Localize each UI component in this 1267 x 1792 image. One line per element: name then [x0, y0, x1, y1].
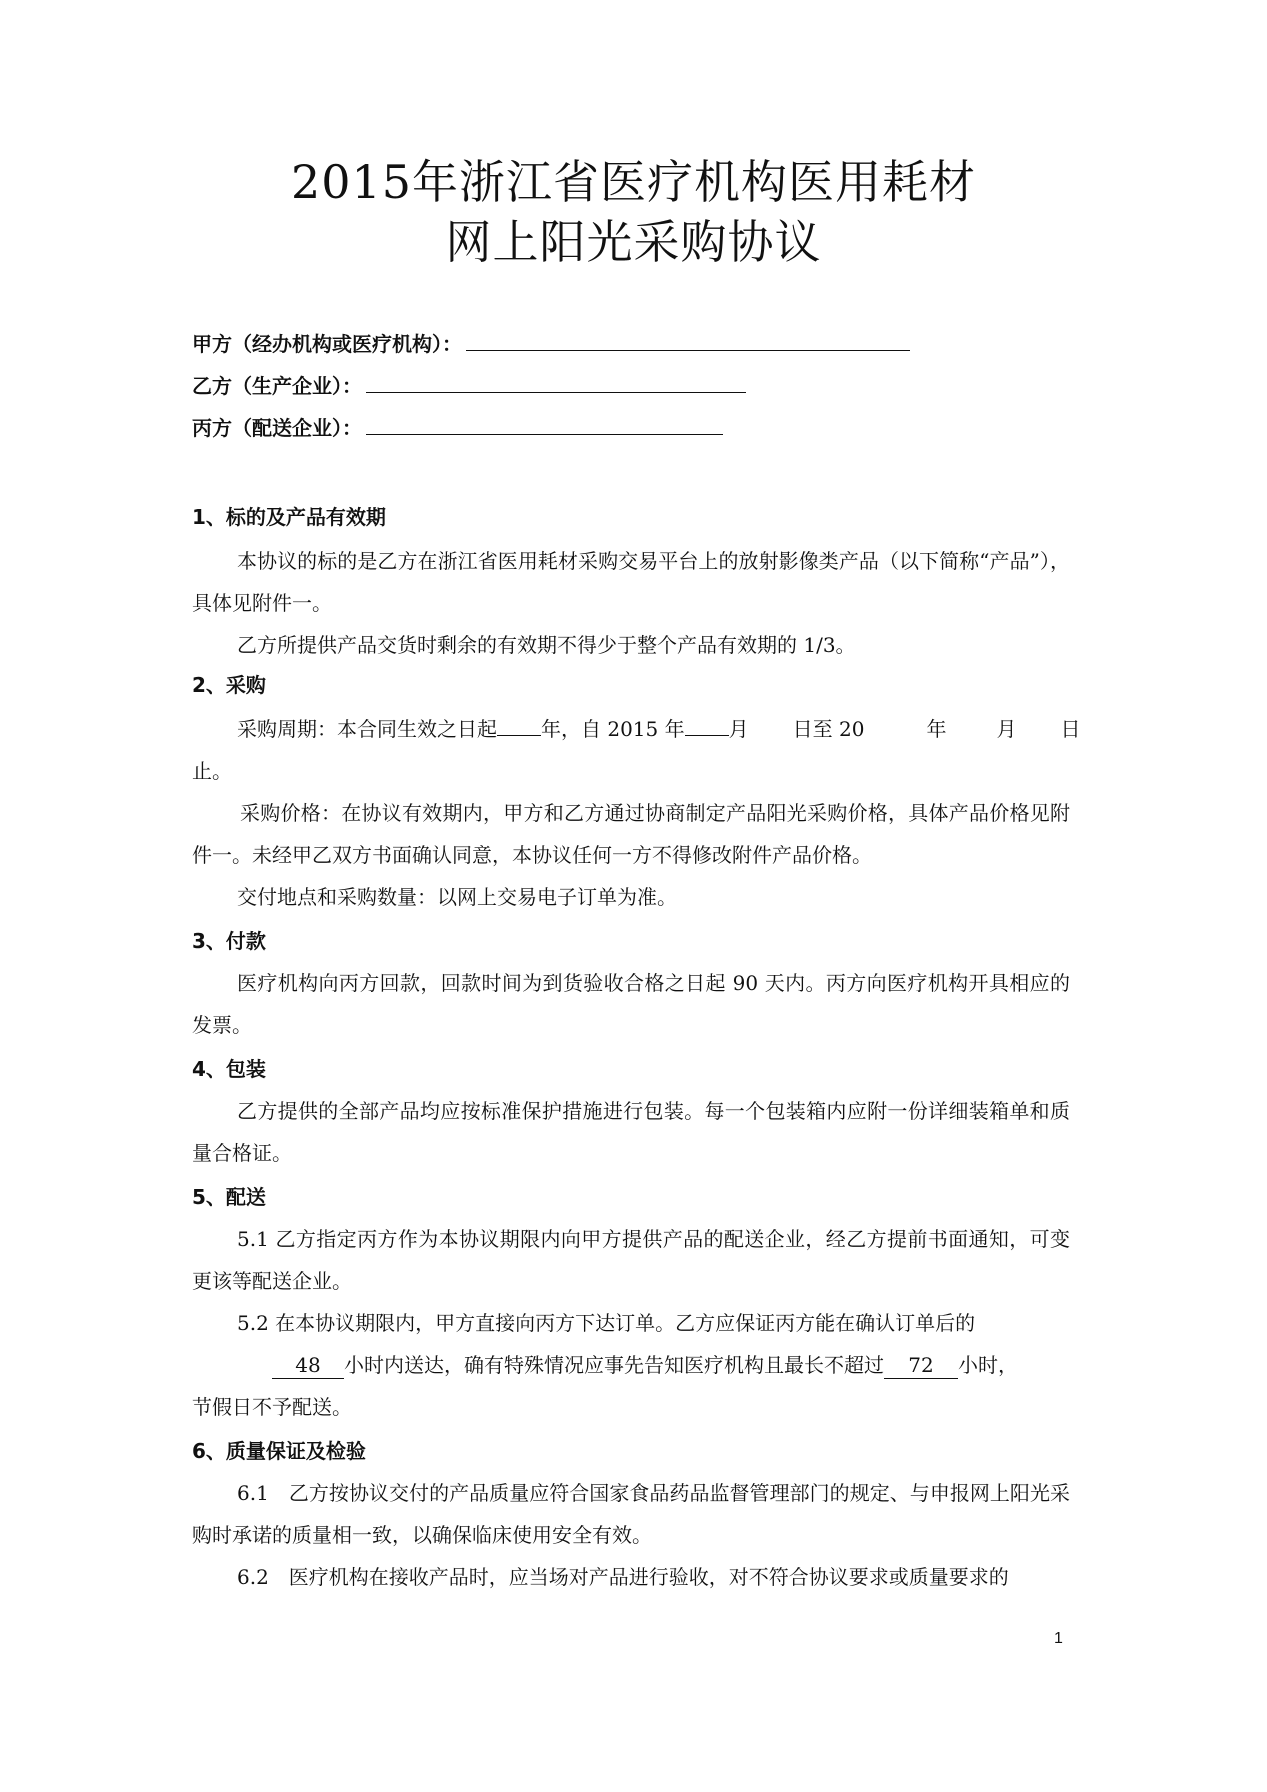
cycle-text-f: 月 [996, 717, 1017, 741]
delivery-hours-value: 48 [272, 1352, 344, 1379]
section-3-heading: 3、付款 [192, 929, 266, 953]
section-4-heading: 4、包装 [192, 1057, 266, 1081]
cycle-text-e: 年 [926, 717, 947, 741]
party-b-line [192, 370, 746, 401]
section-1-paragraph-2: 乙方所提供产品交货时剩余的有效期不得少于整个产品有效期的 1/3。 [237, 633, 856, 657]
section-1-heading: 1、标的及产品有效期 [192, 505, 386, 529]
cycle-text-a: 采购周期：本合同生效之日起 [237, 717, 497, 741]
cycle-text-b: 年，自 2015 年 [541, 717, 685, 741]
section-5-paragraph-1: 5.1 乙方指定丙方作为本协议期限内向甲方提供产品的配送企业，经乙方提前书面通知，可变更该等配送企业。 [192, 1227, 1070, 1293]
section-5-hours-line [192, 1344, 1070, 1386]
document-title-line-2: 网上阳光采购协议 [445, 215, 822, 269]
section-3-paragraph-1: 医疗机构向丙方回款，回款时间为到货验收合格之日起 90 天内。丙方向医疗机构开具相应的发票。 [192, 971, 1070, 1037]
cycle-month-blank [685, 735, 729, 736]
cycle-years-blank [497, 735, 541, 736]
cycle-text-c: 月 [728, 717, 749, 741]
party-b-label: 乙方（生产企业）： [192, 374, 362, 398]
section-6-heading: 6、质量保证及检验 [192, 1439, 366, 1463]
section-5-heading: 5、配送 [192, 1185, 266, 1209]
document-title-line-1: 2015年浙江省医疗机构医用耗材 [290, 155, 977, 209]
section-1-paragraph-1: 本协议的标的是乙方在浙江省医用耗材采购交易平台上的放射影像类产品（以下简称“产品”），具体见附件一。 [192, 549, 1070, 615]
section-5-holiday-line: 节假日不予配送。 [192, 1395, 352, 1419]
party-a-label: 甲方（经办机构或医疗机构）： [192, 332, 462, 356]
section-5-paragraph-2: 5.2 在本协议期限内，甲方直接向丙方下达订单。乙方应保证丙方能在确认订单后的 [237, 1311, 976, 1335]
section-4-paragraph-1: 乙方提供的全部产品均应按标准保护措施进行包装。每一个包装箱内应附一份详细装箱单和质量合格证。 [192, 1099, 1070, 1165]
party-c-blank [366, 412, 723, 435]
section-5-hours-text: 小时内送达，确有特殊情况应事先告知医疗机构且最长不超过 [344, 1353, 884, 1377]
section-6-paragraph-1: 6.1 乙方按协议交付的产品质量应符合国家食品药品监督管理部门的规定、与申报网上阳光采购时承诺的质量相一致，以确保临床使用安全有效。 [192, 1481, 1070, 1547]
max-hours-value: 72 [884, 1352, 958, 1379]
party-a-blank [466, 328, 910, 351]
section-2-cycle-end: 止。 [192, 759, 232, 783]
section-5-hours-end: 小时， [958, 1353, 1018, 1377]
cycle-text-g: 日 [1060, 717, 1081, 741]
party-a-line [192, 328, 910, 359]
section-2-cycle-line [192, 708, 1081, 750]
section-2-heading: 2、采购 [192, 673, 266, 697]
section-2-delivery-paragraph: 交付地点和采购数量：以网上交易电子订单为准。 [237, 885, 677, 909]
section-6-paragraph-2: 6.2 医疗机构在接收产品时，应当场对产品进行验收，对不符合协议要求或质量要求的 [237, 1565, 1009, 1589]
party-c-label: 丙方（配送企业）： [192, 416, 362, 440]
section-2-price-paragraph: 采购价格：在协议有效期内，甲方和乙方通过协商制定产品阳光采购价格，具体产品价格见附件一。未经甲乙双方书面确认同意，本协议任何一方不得修改附件产品价格。 [192, 801, 1070, 867]
page-number: 1 [1054, 1630, 1063, 1647]
party-b-blank [366, 370, 746, 393]
cycle-text-d: 日至 20 [792, 717, 865, 741]
party-c-line [192, 412, 723, 443]
